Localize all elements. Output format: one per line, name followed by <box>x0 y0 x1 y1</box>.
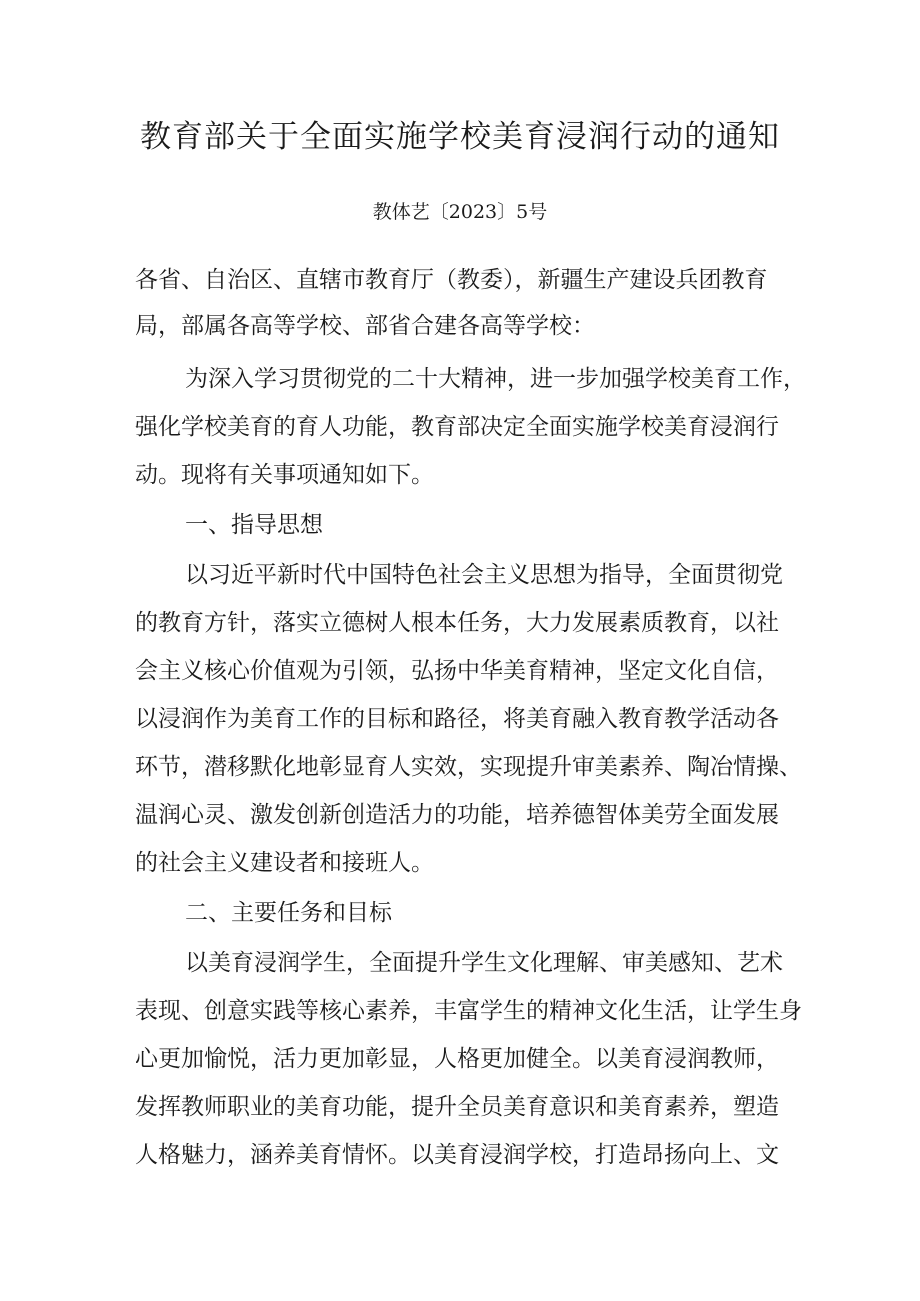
body-line: 强化学校美育的育人功能，教育部决定全面实施学校美育浸润行 <box>135 414 779 440</box>
document-title: 教育部关于全面实施学校美育浸润行动的通知 <box>140 119 780 155</box>
body-line: 动。现将有关事项通知如下。 <box>135 462 434 488</box>
body-line: 会主义核心价值观为引领，弘扬中华美育精神，坚定文化自信， <box>135 658 779 684</box>
body-line: 环节，潜移默化地彰显育人实效，实现提升审美素养、陶冶情操、 <box>135 754 802 780</box>
section-heading: 一、指导思想 <box>185 512 323 538</box>
body-line: 以习近平新时代中国特色社会主义思想为指导，全面贯彻党 <box>185 562 783 588</box>
body-line: 的社会主义建设者和接班人。 <box>135 850 434 876</box>
body-line: 人格魅力，涵养美育情怀。以美育浸润学校，打造昂扬向上、文 <box>135 1142 779 1168</box>
body-line: 心更加愉悦，活力更加彰显，人格更加健全。以美育浸润教师， <box>135 1046 779 1072</box>
body-line: 局，部属各高等学校、部省合建各高等学校： <box>135 313 595 339</box>
body-line: 温润心灵、激发创新创造活力的功能，培养德智体美劳全面发展 <box>135 802 779 828</box>
section-heading: 二、主要任务和目标 <box>185 900 392 926</box>
body-line: 以美育浸润学生，全面提升学生文化理解、审美感知、艺术 <box>185 950 783 976</box>
body-line: 发挥教师职业的美育功能，提升全员美育意识和美育素养，塑造 <box>135 1094 779 1120</box>
body-line: 的教育方针，落实立德树人根本任务，大力发展素质教育，以社 <box>135 610 779 636</box>
body-line: 各省、自治区、直辖市教育厅（教委），新疆生产建设兵团教育 <box>135 267 768 293</box>
body-line: 以浸润作为美育工作的目标和路径，将美育融入教育教学活动各 <box>135 706 779 732</box>
body-line: 为深入学习贯彻党的二十大精神，进一步加强学校美育工作， <box>185 366 806 392</box>
document-number: 教体艺〔2023〕5号 <box>372 201 548 223</box>
body-line: 表现、创意实践等核心素养，丰富学生的精神文化生活，让学生身 <box>135 998 802 1024</box>
